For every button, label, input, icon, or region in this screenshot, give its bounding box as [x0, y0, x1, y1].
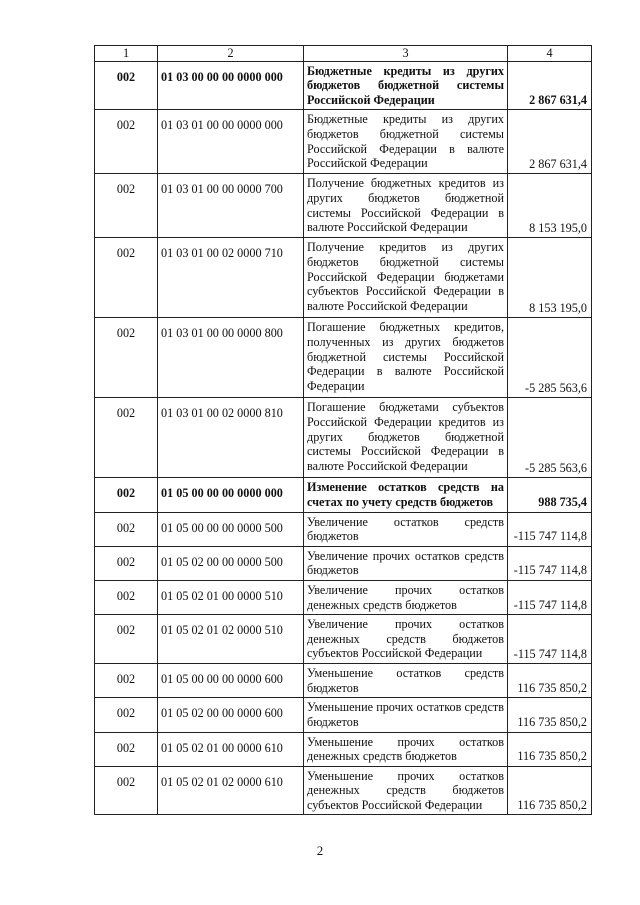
row-code-admin: 002	[95, 698, 158, 732]
row-description: Уменьшение прочих остатков денежных средств бюджетов субъектов Российской Федерации	[304, 766, 508, 815]
row-amount: 2 867 631,4	[508, 61, 592, 110]
header-col-2: 2	[158, 46, 304, 62]
row-amount: -115 747 114,8	[508, 615, 592, 664]
row-code-admin: 002	[95, 318, 158, 398]
row-code-admin: 002	[95, 615, 158, 664]
row-description: Получение кредитов из других бюджетов бюджетной системы Российской Федерации бюджетами субъектов Российской Федерации в валюте Российской Федерации	[304, 238, 508, 318]
row-description: Увеличение остатков средств бюджетов	[304, 512, 508, 546]
row-amount: 116 735 850,2	[508, 698, 592, 732]
row-amount: -5 285 563,6	[508, 398, 592, 478]
table-row	[95, 546, 592, 580]
row-budget-code: 01 05 02 01 02 0000 610	[158, 766, 304, 815]
budget-sources-table	[94, 45, 592, 815]
row-description: Изменение остатков средств на счетах по учету средств бюджетов	[304, 478, 508, 512]
row-amount: -115 747 114,8	[508, 512, 592, 546]
row-description: Погашение бюджетных кредитов, полученных из других бюджетов бюджетной системы Российской Федерации в валюте Российской Федерации	[304, 318, 508, 398]
row-amount: 8 153 195,0	[508, 174, 592, 238]
table-row	[95, 478, 592, 512]
row-budget-code: 01 05 00 00 00 0000 000	[158, 478, 304, 512]
row-amount: 988 735,4	[508, 478, 592, 512]
row-description: Погашение бюджетами субъектов Российской Федерации кредитов из других бюджетов бюджетной системы Российской Федерации в валюте Российской Федерации	[304, 398, 508, 478]
table-header-row	[95, 46, 592, 62]
row-description: Увеличение прочих остатков денежных средств бюджетов субъектов Российской Федерации	[304, 615, 508, 664]
table-row	[95, 580, 592, 614]
row-budget-code: 01 05 02 01 00 0000 510	[158, 580, 304, 614]
row-budget-code: 01 05 02 01 00 0000 610	[158, 732, 304, 766]
row-code-admin: 002	[95, 110, 158, 174]
row-description: Уменьшение прочих остатков средств бюджетов	[304, 698, 508, 732]
row-code-admin: 002	[95, 238, 158, 318]
table-body	[95, 61, 592, 815]
table-row	[95, 698, 592, 732]
row-description: Уменьшение прочих остатков денежных средств бюджетов	[304, 732, 508, 766]
table-row	[95, 110, 592, 174]
table-row	[95, 512, 592, 546]
row-code-admin: 002	[95, 580, 158, 614]
table-row	[95, 238, 592, 318]
row-description: Увеличение прочих остатков денежных средств бюджетов	[304, 580, 508, 614]
row-code-admin: 002	[95, 512, 158, 546]
row-code-admin: 002	[95, 61, 158, 110]
row-budget-code: 01 05 02 00 00 0000 600	[158, 698, 304, 732]
row-budget-code: 01 03 01 00 02 0000 710	[158, 238, 304, 318]
page-number: 2	[316, 843, 324, 858]
row-code-admin: 002	[95, 174, 158, 238]
row-budget-code: 01 03 01 00 00 0000 700	[158, 174, 304, 238]
row-code-admin: 002	[95, 546, 158, 580]
row-budget-code: 01 03 00 00 00 0000 000	[158, 61, 304, 110]
row-description: Бюджетные кредиты из других бюджетов бюджетной системы Российской Федерации в валюте Российской Федерации	[304, 110, 508, 174]
table-row	[95, 318, 592, 398]
header-col-4: 4	[508, 46, 592, 62]
table-row	[95, 615, 592, 664]
header-col-1: 1	[95, 46, 158, 62]
table-row	[95, 398, 592, 478]
table-row	[95, 732, 592, 766]
row-budget-code: 01 03 01 00 00 0000 000	[158, 110, 304, 174]
row-budget-code: 01 05 00 00 00 0000 500	[158, 512, 304, 546]
table-row	[95, 766, 592, 815]
row-amount: -115 747 114,8	[508, 546, 592, 580]
header-col-3: 3	[304, 46, 508, 62]
row-budget-code: 01 03 01 00 00 0000 800	[158, 318, 304, 398]
row-amount: 2 867 631,4	[508, 110, 592, 174]
row-budget-code: 01 05 02 01 02 0000 510	[158, 615, 304, 664]
row-description: Бюджетные кредиты из других бюджетов бюджетной системы Российской Федерации	[304, 61, 508, 110]
row-description: Получение бюджетных кредитов из других бюджетов бюджетной системы Российской Федерации в валюте Российской Федерации	[304, 174, 508, 238]
row-amount: 8 153 195,0	[508, 238, 592, 318]
table-row	[95, 61, 592, 110]
row-budget-code: 01 03 01 00 02 0000 810	[158, 398, 304, 478]
row-code-admin: 002	[95, 398, 158, 478]
row-code-admin: 002	[95, 664, 158, 698]
row-amount: 116 735 850,2	[508, 664, 592, 698]
row-amount: -115 747 114,8	[508, 580, 592, 614]
row-amount: -5 285 563,6	[508, 318, 592, 398]
row-code-admin: 002	[95, 766, 158, 815]
table-row	[95, 664, 592, 698]
row-budget-code: 01 05 02 00 00 0000 500	[158, 546, 304, 580]
row-budget-code: 01 05 00 00 00 0000 600	[158, 664, 304, 698]
row-description: Уменьшение остатков средств бюджетов	[304, 664, 508, 698]
row-code-admin: 002	[95, 732, 158, 766]
row-amount: 116 735 850,2	[508, 732, 592, 766]
row-description: Увеличение прочих остатков средств бюджетов	[304, 546, 508, 580]
table-row	[95, 174, 592, 238]
row-amount: 116 735 850,2	[508, 766, 592, 815]
row-code-admin: 002	[95, 478, 158, 512]
